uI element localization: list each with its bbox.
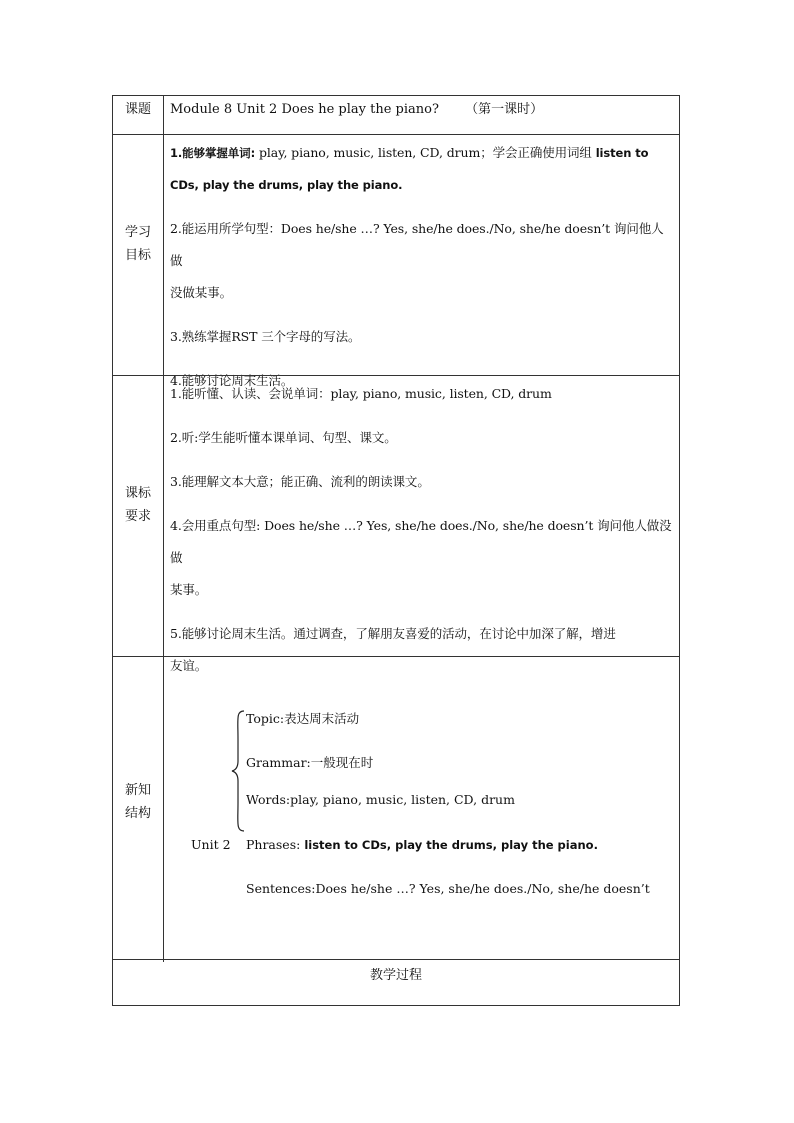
standard-4-line2: 某事。	[170, 582, 208, 597]
objective-1-phrases-b: CDs, play the drums, play the piano.	[170, 178, 403, 192]
unit-label: Unit 2	[191, 837, 231, 852]
standards-row	[113, 375, 679, 673]
objective-1	[170, 137, 675, 169]
lesson-plan-table	[112, 95, 680, 1006]
standards-label	[113, 472, 163, 524]
standard-5-line1: 5.能够讨论周末生活。通过调查，了解朋友喜爱的活动，在讨论中加深了解，增进	[170, 626, 616, 641]
lesson-title	[170, 96, 675, 124]
structure-row	[113, 656, 679, 962]
lesson-title-note: （第一课时）	[465, 102, 544, 117]
standards-label-line1: 课标	[124, 486, 151, 501]
standard-4-line1: 4.会用重点句型: Does he/she …? Yes, she/he does./No, she/he doesn’t 询问他人做没做	[170, 518, 672, 565]
grammar-line: Grammar:一般现在时	[246, 755, 374, 770]
standards-label-line2: 要求	[124, 509, 151, 524]
objective-1-phrases-a: listen to	[595, 146, 649, 160]
teaching-process-label: 教学过程	[369, 968, 422, 983]
phrases-value: listen to CDs, play the drums, play the piano.	[304, 838, 598, 852]
standard-1: 1.能听懂、认读、会说单词：play, piano, music, listen, CD, drum	[170, 386, 552, 401]
standards-content	[170, 378, 675, 682]
objectives-label	[113, 211, 163, 263]
topic-line: Topic:表达周末活动	[246, 711, 360, 726]
structure-label-line1: 新知	[124, 783, 151, 798]
objectives-content	[170, 137, 675, 397]
structure-label	[113, 769, 163, 821]
standard-2: 2.听:学生能听懂本课单词、句型、课文。	[170, 430, 397, 445]
objectives-label-line2: 目标	[124, 248, 151, 263]
sentences-line: Sentences:Does he/she …? Yes, she/he does./No, she/he doesn’t	[246, 881, 650, 896]
words-line: Words:play, piano, music, listen, CD, drum	[246, 792, 515, 807]
objectives-row	[113, 134, 679, 388]
phrases-label: Phrases:	[246, 837, 305, 852]
phrases-line	[246, 837, 598, 852]
objective-2-line2: 没做某事。	[170, 285, 233, 300]
title-label: 课题	[124, 102, 151, 117]
objective-1-words: play, piano, music, listen, CD, drum；学会正确使用词组	[258, 145, 596, 160]
title-row	[113, 96, 679, 134]
objective-3: 3.熟练掌握RST 三个字母的写法。	[170, 329, 361, 344]
objective-2-line1: 2.能运用所学句型：Does he/she …? Yes, she/he does./No, she/he doesn’t 询问他人做	[170, 221, 664, 268]
lesson-title-text: Module 8 Unit 2 Does he play the piano?	[170, 102, 439, 117]
standard-5-line2: 友谊。	[170, 658, 208, 673]
objective-4: 4.能够讨论周末生活。	[170, 373, 294, 388]
teaching-process-row	[113, 959, 679, 1005]
objectives-label-line1: 学习	[124, 225, 151, 240]
objective-1-prefix: 1.能够掌握单词:	[170, 146, 259, 160]
curly-brace-icon	[230, 709, 246, 833]
standard-3: 3.能理解文本大意；能正确、流利的朗读课文。	[170, 474, 430, 489]
structure-label-line2: 结构	[124, 806, 151, 821]
